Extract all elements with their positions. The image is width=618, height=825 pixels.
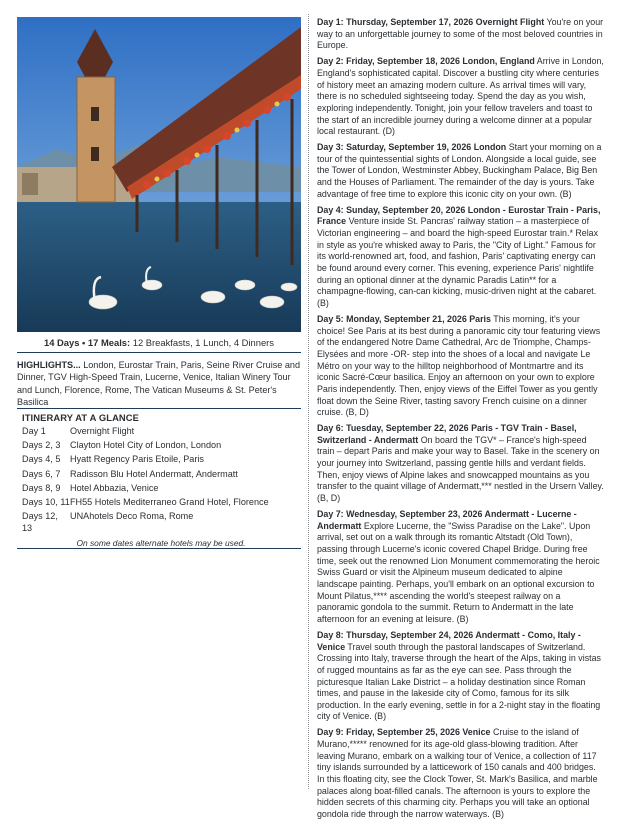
day-entry	[317, 509, 604, 626]
glance-days: Days 8, 9	[22, 482, 61, 493]
highlights-divider	[17, 408, 301, 409]
day-heading: Day 8: Thursday, September 24, 2026 Andermatt - Como, Italy - Venice	[317, 629, 581, 652]
day-entry	[317, 314, 604, 419]
day-body: Cruise to the island of Murano,***** renowned for its age-old glass-blowing tradition. After leaving Murano, embark on a walking tour of Venice, a collection of 117 tiny islands surrounded by a latticework of 150 canals and 400 bridges. In this floating city, see the Clock Tower, St. Mark's Basilica, and marble palaces along boat-filled canals. The afternoon is yours to explore the hidden secrets of this charming city. Perhaps you will take an optional gondola ride through the narrow waterways. (B)	[317, 727, 598, 820]
glance-row	[22, 439, 300, 451]
glance-divider	[17, 548, 301, 549]
glance-title: ITINERARY AT A GLANCE	[22, 412, 140, 423]
day-heading: Day 5: Monday, September 21, 2026 Paris	[317, 313, 491, 324]
alternate-hotels-note: On some dates alternate hotels may be used.	[76, 537, 246, 548]
glance-row	[22, 453, 300, 465]
day-heading: Day 3: Saturday, September 19, 2026 London	[317, 142, 507, 153]
daily-itinerary	[317, 17, 604, 825]
glance-days: Days 2, 3	[22, 440, 61, 451]
day-body: Explore Lucerne, the "Swiss Paradise on the Lake". Upon arrival, set out on a walk through its romantic Altstadt (Old Town), passing through Lucerne's iconic covered Chapel Bridge. During free time, seek out the renowned Lion Monument commemorating the heroic Swiss Guard or visit the Alpineum museum dedicated to alpine landscape painting. Perhaps, you'll embark on an optional excursion to Mount Pilatus,**** ascending the world's steepest railway on a panoramic gondola to the summit. Return to Andermatt in the late afternoon for an evening at leisure. (B)	[317, 520, 600, 624]
day-body: Venture inside St. Pancras' railway station – a masterpiece of Victorian engineering – and board the high-speed Eurostar train.* Relax in style as you're whisked away to Paris, the "City of Light." Famous for its world-renowned art, food, and fashion, Paris' captivating energy can be found around every corner. This evening, experience Paris' nightlife during an optional dinner at the dynamic Paradis Latin** for a champagne-flowing, can-can kicking, music-driven night at the cabaret. (B)	[317, 216, 599, 308]
highlights-section	[17, 359, 301, 409]
itinerary-at-a-glance	[22, 412, 300, 548]
day-body: Start your morning on a tour of the quintessential sights of London. Alongside a local guide, see the Tower of London, Westminster Abbey, Buckingham Palace, Big Ben and the Houses of Parliament. The remainder of the day is yours. Take advantage of free time to explore this iconic city on your own. (B)	[317, 142, 602, 199]
day-body: You're on your way to an unforgettable journey to some of the most beloved countries in Europe.	[317, 17, 604, 51]
highlights-text: London, Eurostar Train, Paris, Seine River Cruise and Dinner, TGV High-Speed Train, Lucerne, Venice, Italian Winery Tour and Lunch, Florence, Rome, The Vatican Museums & St. Peter's Basilica	[17, 360, 301, 408]
day-heading: Day 9: Friday, September 25, 2026 Venice	[317, 727, 491, 738]
glance-hotel: Overnight Flight	[70, 426, 135, 436]
day-entry	[317, 17, 604, 52]
day-heading: Day 4: Sunday, September 20, 2026 London - Eurostar Train - Paris, France	[317, 204, 601, 227]
trip-meals: 12 Breakfasts, 1 Lunch, 4 Dinners	[132, 337, 274, 348]
day-entry	[317, 423, 604, 505]
day-entry	[317, 142, 604, 200]
glance-hotel: Clayton Hotel City of London, London	[70, 440, 222, 451]
glance-days: Days 6, 7	[22, 468, 61, 479]
glance-days: Days 10, 11	[22, 497, 70, 508]
day-body: Arrive in London, England's sophisticated capital. Discover a bustling city where centuries of history meet an amazing modern culture. As arrival times will vary, there is no scheduled sightseeing today. Spend the day as you wish, exploring independently. Tonight, join your fellow travelers and toast to the start of an incredible journey during a welcome dinner at a popular local restaurant. (D)	[317, 56, 604, 137]
day-entry	[317, 56, 604, 138]
glance-days: Days 4, 5	[22, 454, 61, 465]
day-body: On board the TGV* – France's high-speed train – depart Paris and make your way to Basel. Take in the scenery on your journey into Switzerland, passing gentle hills and verdant fields. Then, enjoy views of Alpine lakes and snowcapped mountains as you transfer to the quaint village of Andermatt,*** nestled in the Ursern Valley. (B, D)	[317, 434, 604, 504]
glance-hotel: Hyatt Regency Paris Etoile, Paris	[70, 454, 204, 465]
chapel-bridge-photo	[17, 17, 301, 332]
day-heading: Day 2: Friday, September 18, 2026 London, England	[317, 56, 535, 67]
highlights-label: HIGHLIGHTS...	[17, 360, 81, 370]
day-body: This morning, it's your choice! See Paris at its best during a panoramic city tour featuring views of the endangered Notre Dame Cathedral, Arc de Triomphe, Champs-Elysées and more -OR- step into the shoes of a local and navigate Le Métro on your way to the hilltop neighborhood of Montmartre and its iconic Sacré-Cœur basilica. Enjoy an afternoon on your own to explore Paris independently. Then, enjoy views of the Eiffel Tower as you gently float down the Seine River, tasting savory French cuisine on a dinner cruise. (B, D)	[317, 313, 601, 418]
trip-duration: 14 Days • 17 Meals:	[44, 337, 131, 348]
day-body: Travel south through the pastoral landscapes of Switzerland. Crossing into Italy, traverse through the heart of the Alps, taking in vistas of rugged mountains as far as the eye can see. Pass through the picturesque Italian Lake District – a holiday destination since Roman times, and pause in the lakeside city of Como, famous for its silk production. In the early evening, settle in for a 2-night stay in the floating city of Venice. (B)	[317, 641, 601, 722]
glance-days: Day 1	[22, 426, 46, 436]
trip-summary	[17, 337, 301, 349]
glance-hotel: FH55 Hotels Mediterraneo Grand Hotel, Florence	[70, 497, 269, 508]
glance-row	[22, 468, 300, 480]
day-entry	[317, 630, 604, 723]
glance-days: Days 12, 13	[22, 511, 58, 534]
glance-row	[22, 510, 300, 534]
glance-hotel: Hotel Abbazia, Venice	[70, 482, 159, 493]
day-heading: Day 7: Wednesday, September 23, 2026 Andermatt - Lucerne - Andermatt	[317, 509, 577, 531]
glance-row	[22, 482, 300, 494]
glance-row	[22, 496, 300, 508]
day-heading: Day 1: Thursday, September 17, 2026 Overnight Flight	[317, 17, 545, 27]
column-divider	[308, 14, 309, 789]
glance-hotel: UNAhotels Deco Roma, Rome	[70, 511, 194, 522]
day-entry	[317, 727, 604, 820]
day-heading: Day 6: Tuesday, September 22, 2026 Paris - TGV Train - Basel, Switzerland - Andermatt	[317, 423, 577, 445]
glance-row	[22, 425, 300, 437]
summary-divider	[17, 352, 301, 353]
glance-hotel: Radisson Blu Hotel Andermatt, Andermatt	[70, 468, 238, 479]
day-entry	[317, 205, 604, 310]
